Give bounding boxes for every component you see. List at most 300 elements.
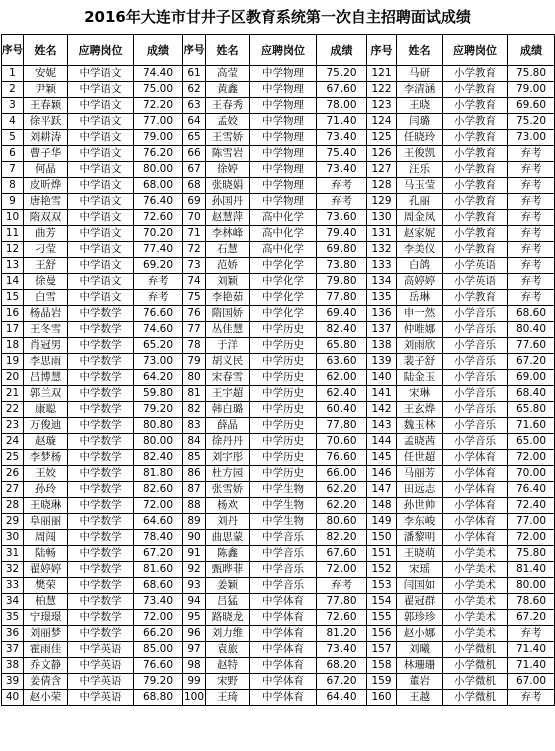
seq-cell: 66 — [183, 146, 206, 162]
name-cell: 刘耕涛 — [24, 130, 68, 146]
position-cell: 小学体育 — [443, 514, 508, 530]
name-cell: 徐曼 — [24, 274, 68, 290]
score-cell: 77.80 — [317, 418, 367, 434]
position-cell: 中学历史 — [250, 450, 317, 466]
score-cell: 77.00 — [134, 114, 183, 130]
position-cell: 小学微机 — [443, 658, 508, 674]
position-cell: 中学体育 — [250, 690, 317, 706]
table-row — [2, 466, 555, 482]
seq-cell: 156 — [367, 626, 397, 642]
name-cell: 王雪娇 — [206, 130, 250, 146]
position-cell: 中学历史 — [250, 354, 317, 370]
name-cell: 赵特 — [206, 658, 250, 674]
name-cell: 任晓玲 — [397, 130, 443, 146]
score-cell: 81.60 — [134, 562, 183, 578]
name-cell: 刘宇彤 — [206, 450, 250, 466]
seq-cell: 87 — [183, 482, 206, 498]
position-cell: 中学物理 — [250, 178, 317, 194]
position-cell: 中学数学 — [68, 402, 134, 418]
header-seq: 序号 — [2, 35, 24, 66]
seq-cell: 77 — [183, 322, 206, 338]
score-cell: 70.00 — [508, 466, 555, 482]
position-cell: 中学音乐 — [250, 562, 317, 578]
seq-cell: 40 — [2, 690, 24, 706]
position-cell: 小学英语 — [443, 258, 508, 274]
seq-cell: 8 — [2, 178, 24, 194]
name-cell: 闫国如 — [397, 578, 443, 594]
score-cell: 82.20 — [317, 530, 367, 546]
table-row — [2, 210, 555, 226]
name-cell: 孙世帅 — [397, 498, 443, 514]
score-cell: 80.00 — [134, 434, 183, 450]
name-cell: 王琦 — [206, 690, 250, 706]
name-cell: 任世超 — [397, 450, 443, 466]
name-cell: 徐婷 — [206, 162, 250, 178]
seq-cell: 157 — [367, 642, 397, 658]
seq-cell: 14 — [2, 274, 24, 290]
score-cell: 67.20 — [134, 546, 183, 562]
name-cell: 刘颖 — [206, 274, 250, 290]
name-cell: 汪乐 — [397, 162, 443, 178]
position-cell: 中学语文 — [68, 98, 134, 114]
score-cell: 79.40 — [317, 226, 367, 242]
table-row — [2, 130, 555, 146]
position-cell: 中学物理 — [250, 98, 317, 114]
score-cell: 66.20 — [134, 626, 183, 642]
position-cell: 中学体育 — [250, 626, 317, 642]
position-cell: 中学语文 — [68, 290, 134, 306]
name-cell: 隋国娇 — [206, 306, 250, 322]
seq-cell: 10 — [2, 210, 24, 226]
name-cell: 杨晶岩 — [24, 306, 68, 322]
table-row — [2, 178, 555, 194]
header-position: 应聘岗位 — [68, 35, 134, 66]
seq-cell: 75 — [183, 290, 206, 306]
score-cell: 63.60 — [317, 354, 367, 370]
score-cell: 78.00 — [317, 98, 367, 114]
score-cell: 71.40 — [317, 114, 367, 130]
score-cell: 69.00 — [508, 370, 555, 386]
score-cell: 80.80 — [134, 418, 183, 434]
score-cell: 68.00 — [134, 178, 183, 194]
name-cell: 王宇超 — [206, 386, 250, 402]
seq-cell: 158 — [367, 658, 397, 674]
position-cell: 中学化学 — [250, 258, 317, 274]
name-cell: 孙国丹 — [206, 194, 250, 210]
seq-cell: 154 — [367, 594, 397, 610]
seq-cell: 93 — [183, 578, 206, 594]
seq-cell: 9 — [2, 194, 24, 210]
score-cell: 79.00 — [508, 82, 555, 98]
table-row — [2, 626, 555, 642]
seq-cell: 80 — [183, 370, 206, 386]
name-cell: 尹颖 — [24, 82, 68, 98]
position-cell: 中学生物 — [250, 498, 317, 514]
position-cell: 中学语文 — [68, 258, 134, 274]
seq-cell: 134 — [367, 274, 397, 290]
seq-cell: 65 — [183, 130, 206, 146]
header-position: 应聘岗位 — [443, 35, 508, 66]
name-cell: 胡义民 — [206, 354, 250, 370]
position-cell: 中学语文 — [68, 274, 134, 290]
position-cell: 小学教育 — [443, 98, 508, 114]
seq-cell: 145 — [367, 450, 397, 466]
name-cell: 范娇 — [206, 258, 250, 274]
score-cell: 73.40 — [317, 642, 367, 658]
position-cell: 小学教育 — [443, 178, 508, 194]
seq-cell: 135 — [367, 290, 397, 306]
seq-cell: 138 — [367, 338, 397, 354]
score-cell: 弃考 — [317, 178, 367, 194]
score-cell: 71.60 — [508, 418, 555, 434]
name-cell: 李思雨 — [24, 354, 68, 370]
seq-cell: 159 — [367, 674, 397, 690]
name-cell: 李东峻 — [397, 514, 443, 530]
position-cell: 小学音乐 — [443, 370, 508, 386]
position-cell: 中学体育 — [250, 674, 317, 690]
position-cell: 中学化学 — [250, 274, 317, 290]
table-row — [2, 434, 555, 450]
name-cell: 仲唯娜 — [397, 322, 443, 338]
seq-cell: 131 — [367, 226, 397, 242]
header-name: 姓名 — [397, 35, 443, 66]
seq-cell: 67 — [183, 162, 206, 178]
name-cell: 阜丽丽 — [24, 514, 68, 530]
name-cell: 吕猛 — [206, 594, 250, 610]
seq-cell: 32 — [2, 562, 24, 578]
position-cell: 中学生物 — [250, 482, 317, 498]
page-title: 2016年大连市甘井子区教育系统第一次自主招聘面试成绩 — [84, 8, 471, 26]
score-cell: 72.00 — [508, 450, 555, 466]
position-cell: 中学物理 — [250, 162, 317, 178]
name-cell: 唐艳雪 — [24, 194, 68, 210]
score-cell: 82.60 — [134, 482, 183, 498]
position-cell: 小学教育 — [443, 66, 508, 82]
name-cell: 袁旅 — [206, 642, 250, 658]
name-cell: 刘丽梦 — [24, 626, 68, 642]
position-cell: 中学物理 — [250, 82, 317, 98]
position-cell: 小学音乐 — [443, 338, 508, 354]
seq-cell: 13 — [2, 258, 24, 274]
name-cell: 王姣 — [24, 466, 68, 482]
seq-cell: 121 — [367, 66, 397, 82]
position-cell: 中学化学 — [250, 306, 317, 322]
name-cell: 白雪 — [24, 290, 68, 306]
seq-cell: 94 — [183, 594, 206, 610]
score-cell: 弃考 — [508, 146, 555, 162]
name-cell: 李清涵 — [397, 82, 443, 98]
score-cell: 62.20 — [317, 498, 367, 514]
position-cell: 中学语文 — [68, 82, 134, 98]
position-cell: 中学数学 — [68, 338, 134, 354]
name-cell: 董岩 — [397, 674, 443, 690]
score-cell: 66.00 — [317, 466, 367, 482]
position-cell: 高中化学 — [250, 242, 317, 258]
score-cell: 80.00 — [508, 578, 555, 594]
position-cell: 小学音乐 — [443, 322, 508, 338]
seq-cell: 34 — [2, 594, 24, 610]
seq-cell: 76 — [183, 306, 206, 322]
seq-cell: 79 — [183, 354, 206, 370]
seq-cell: 122 — [367, 82, 397, 98]
table-row — [2, 370, 555, 386]
seq-cell: 19 — [2, 354, 24, 370]
score-cell: 80.40 — [508, 322, 555, 338]
name-cell: 宋瑶 — [397, 562, 443, 578]
name-cell: 魏玉林 — [397, 418, 443, 434]
name-cell: 宋野 — [206, 674, 250, 690]
name-cell: 周闯 — [24, 530, 68, 546]
seq-cell: 18 — [2, 338, 24, 354]
position-cell: 中学英语 — [68, 690, 134, 706]
position-cell: 小学体育 — [443, 482, 508, 498]
table-row — [2, 226, 555, 242]
score-cell: 81.20 — [317, 626, 367, 642]
score-cell: 弃考 — [508, 194, 555, 210]
name-cell: 何晶 — [24, 162, 68, 178]
table-row — [2, 162, 555, 178]
name-cell: 王晓琳 — [24, 498, 68, 514]
score-cell: 76.20 — [134, 146, 183, 162]
position-cell: 小学音乐 — [443, 418, 508, 434]
score-cell: 71.40 — [508, 642, 555, 658]
position-cell: 中学体育 — [250, 658, 317, 674]
table-row — [2, 306, 555, 322]
seq-cell: 26 — [2, 466, 24, 482]
seq-cell: 143 — [367, 418, 397, 434]
position-cell: 中学数学 — [68, 322, 134, 338]
position-cell: 小学教育 — [443, 210, 508, 226]
position-cell: 中学数学 — [68, 562, 134, 578]
table-row — [2, 546, 555, 562]
table-row — [2, 258, 555, 274]
name-cell: 于洋 — [206, 338, 250, 354]
position-cell: 中学语文 — [68, 194, 134, 210]
score-cell: 72.00 — [134, 610, 183, 626]
table-row — [2, 290, 555, 306]
position-cell: 中学音乐 — [250, 530, 317, 546]
position-cell: 中学数学 — [68, 610, 134, 626]
position-cell: 中学体育 — [250, 594, 317, 610]
header-seq: 序号 — [367, 35, 397, 66]
score-cell: 77.00 — [508, 514, 555, 530]
score-cell: 74.40 — [134, 66, 183, 82]
position-cell: 中学体育 — [250, 642, 317, 658]
name-cell: 甄晔菲 — [206, 562, 250, 578]
seq-cell: 147 — [367, 482, 397, 498]
score-cell: 79.20 — [134, 402, 183, 418]
name-cell: 徐丹丹 — [206, 434, 250, 450]
name-cell: 姜倩含 — [24, 674, 68, 690]
position-cell: 中学语文 — [68, 130, 134, 146]
name-cell: 石慧 — [206, 242, 250, 258]
score-cell: 弃考 — [508, 274, 555, 290]
position-cell: 中学英语 — [68, 642, 134, 658]
seq-cell: 150 — [367, 530, 397, 546]
seq-cell: 130 — [367, 210, 397, 226]
seq-cell: 71 — [183, 226, 206, 242]
score-cell: 弃考 — [508, 290, 555, 306]
name-cell: 王春颖 — [24, 98, 68, 114]
table-row — [2, 498, 555, 514]
position-cell: 中学历史 — [250, 466, 317, 482]
position-cell: 小学教育 — [443, 194, 508, 210]
name-cell: 马丽芳 — [397, 466, 443, 482]
seq-cell: 78 — [183, 338, 206, 354]
score-cell: 68.80 — [134, 690, 183, 706]
score-cell: 79.00 — [134, 130, 183, 146]
seq-cell: 21 — [2, 386, 24, 402]
name-cell: 高莹 — [206, 66, 250, 82]
name-cell: 杜方园 — [206, 466, 250, 482]
seq-cell: 124 — [367, 114, 397, 130]
name-cell: 王晓 — [397, 98, 443, 114]
header-row — [2, 35, 555, 66]
score-cell: 73.60 — [317, 210, 367, 226]
seq-cell: 70 — [183, 210, 206, 226]
score-cell: 67.20 — [317, 674, 367, 690]
position-cell: 小学体育 — [443, 498, 508, 514]
position-cell: 小学微机 — [443, 690, 508, 706]
position-cell: 中学语文 — [68, 114, 134, 130]
position-cell: 中学语文 — [68, 146, 134, 162]
seq-cell: 62 — [183, 82, 206, 98]
seq-cell: 129 — [367, 194, 397, 210]
score-cell: 70.60 — [317, 434, 367, 450]
name-cell: 陆畅 — [24, 546, 68, 562]
position-cell: 中学数学 — [68, 450, 134, 466]
name-cell: 翟冠群 — [397, 594, 443, 610]
position-cell: 小学教育 — [443, 82, 508, 98]
score-cell: 69.20 — [134, 258, 183, 274]
position-cell: 小学教育 — [443, 130, 508, 146]
seq-cell: 86 — [183, 466, 206, 482]
score-cell: 64.60 — [134, 514, 183, 530]
score-cell: 77.80 — [317, 594, 367, 610]
name-cell: 韩白璐 — [206, 402, 250, 418]
table-row — [2, 674, 555, 690]
name-cell: 郭珍珍 — [397, 610, 443, 626]
position-cell: 小学教育 — [443, 242, 508, 258]
name-cell: 刘曦 — [397, 642, 443, 658]
position-cell: 中学语文 — [68, 226, 134, 242]
position-cell: 小学教育 — [443, 162, 508, 178]
seq-cell: 81 — [183, 386, 206, 402]
position-cell: 小学美术 — [443, 626, 508, 642]
name-cell: 孔丽 — [397, 194, 443, 210]
seq-cell: 5 — [2, 130, 24, 146]
name-cell: 翟婷婷 — [24, 562, 68, 578]
position-cell: 小学教育 — [443, 146, 508, 162]
name-cell: 岳琳 — [397, 290, 443, 306]
position-cell: 中学语文 — [68, 66, 134, 82]
name-cell: 孟晓茜 — [397, 434, 443, 450]
name-cell: 康聪 — [24, 402, 68, 418]
table-row — [2, 322, 555, 338]
position-cell: 小学美术 — [443, 562, 508, 578]
score-cell: 77.60 — [508, 338, 555, 354]
score-cell: 73.40 — [317, 130, 367, 146]
table-row — [2, 354, 555, 370]
seq-cell: 88 — [183, 498, 206, 514]
position-cell: 中学音乐 — [250, 546, 317, 562]
score-cell: 78.60 — [508, 594, 555, 610]
score-cell: 76.60 — [317, 450, 367, 466]
seq-cell: 128 — [367, 178, 397, 194]
name-cell: 赵家妮 — [397, 226, 443, 242]
position-cell: 小学音乐 — [443, 402, 508, 418]
table-row — [2, 578, 555, 594]
position-cell: 中学语文 — [68, 242, 134, 258]
position-cell: 中学生物 — [250, 514, 317, 530]
score-cell: 75.80 — [508, 546, 555, 562]
name-cell: 李林峰 — [206, 226, 250, 242]
seq-cell: 4 — [2, 114, 24, 130]
results-table — [1, 34, 555, 706]
name-cell: 林珊珊 — [397, 658, 443, 674]
name-cell: 闫璐 — [397, 114, 443, 130]
score-cell: 弃考 — [508, 178, 555, 194]
seq-cell: 2 — [2, 82, 24, 98]
position-cell: 中学语文 — [68, 210, 134, 226]
position-cell: 小学体育 — [443, 530, 508, 546]
name-cell: 宋琳 — [397, 386, 443, 402]
table-row — [2, 594, 555, 610]
position-cell: 高中化学 — [250, 226, 317, 242]
table-row — [2, 642, 555, 658]
seq-cell: 92 — [183, 562, 206, 578]
name-cell: 刁莹 — [24, 242, 68, 258]
name-cell: 郭兰双 — [24, 386, 68, 402]
seq-cell: 141 — [367, 386, 397, 402]
score-cell: 76.40 — [508, 482, 555, 498]
score-cell: 85.00 — [134, 642, 183, 658]
header-score: 成绩 — [508, 35, 555, 66]
seq-cell: 12 — [2, 242, 24, 258]
header-seq: 序号 — [183, 35, 206, 66]
name-cell: 万俊迪 — [24, 418, 68, 434]
score-cell: 75.20 — [317, 66, 367, 82]
table-row — [2, 450, 555, 466]
score-cell: 73.40 — [317, 162, 367, 178]
table-row — [2, 386, 555, 402]
score-cell: 64.40 — [317, 690, 367, 706]
name-cell: 马研 — [397, 66, 443, 82]
name-cell: 王春秀 — [206, 98, 250, 114]
position-cell: 中学物理 — [250, 194, 317, 210]
seq-cell: 1 — [2, 66, 24, 82]
seq-cell: 127 — [367, 162, 397, 178]
seq-cell: 63 — [183, 98, 206, 114]
name-cell: 王冬雪 — [24, 322, 68, 338]
name-cell: 乔文静 — [24, 658, 68, 674]
name-cell: 曲思蒙 — [206, 530, 250, 546]
name-cell: 白鸽 — [397, 258, 443, 274]
position-cell: 中学语文 — [68, 162, 134, 178]
score-cell: 65.00 — [508, 434, 555, 450]
seq-cell: 38 — [2, 658, 24, 674]
name-cell: 姜颖 — [206, 578, 250, 594]
name-cell: 赵璇 — [24, 434, 68, 450]
score-cell: 72.00 — [508, 530, 555, 546]
name-cell: 安妮 — [24, 66, 68, 82]
score-cell: 60.40 — [317, 402, 367, 418]
score-cell: 72.60 — [317, 610, 367, 626]
name-cell: 赵慧萍 — [206, 210, 250, 226]
name-cell: 刘雨欣 — [397, 338, 443, 354]
seq-cell: 69 — [183, 194, 206, 210]
name-cell: 樊荣 — [24, 578, 68, 594]
